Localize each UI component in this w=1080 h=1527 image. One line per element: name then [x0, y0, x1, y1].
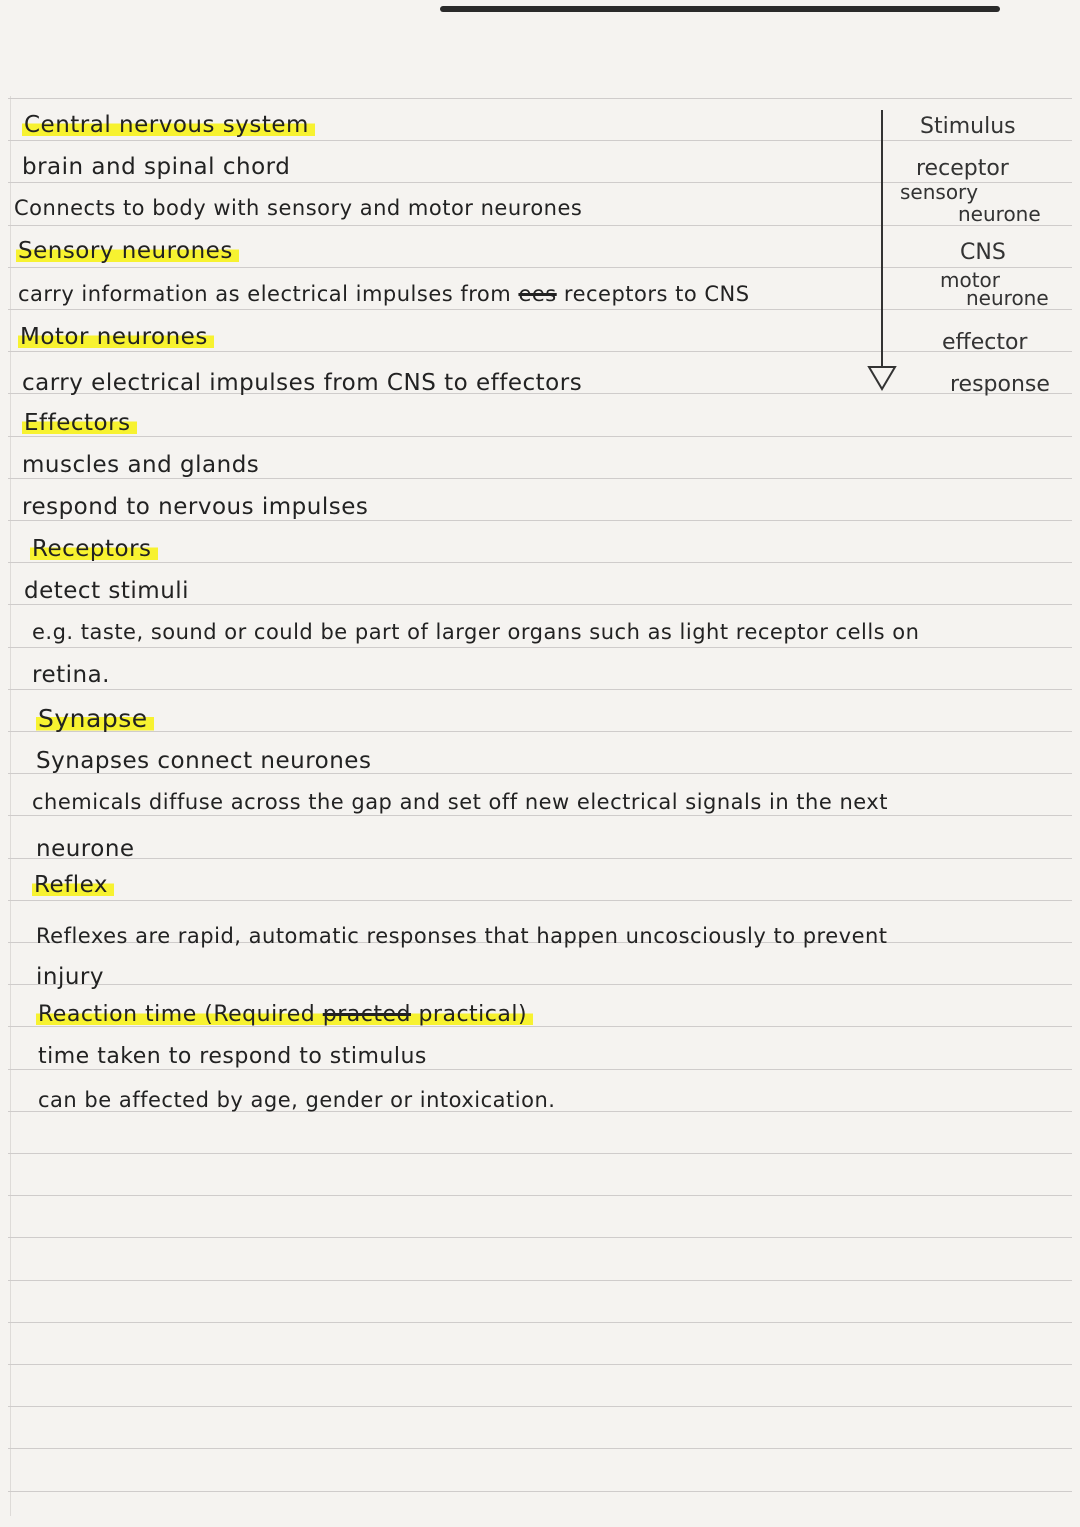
struck-word: ees — [518, 282, 557, 306]
ruled-line — [8, 478, 1072, 479]
flow-step-motor: motor — [940, 268, 1001, 292]
heading-cns: Central nervous system — [22, 112, 315, 138]
motor-line-1: carry electrical impulses from CNS to effectors — [22, 370, 583, 396]
heading-reaction-time: Reaction time (Required practed practical) — [36, 1002, 533, 1027]
ruled-line — [8, 140, 1072, 141]
flow-step-effector: effector — [942, 330, 1028, 355]
flow-arrow-shaft — [881, 110, 883, 368]
reaction-line-2: can be affected by age, gender or intoxication. — [38, 1088, 556, 1112]
ruled-line — [8, 689, 1072, 690]
receptors-line-2: e.g. taste, sound or could be part of larger organs such as light receptor cells on — [32, 620, 920, 644]
ruled-line — [8, 1448, 1072, 1449]
ruled-line — [8, 1322, 1072, 1323]
cns-line-2: Connects to body with sensory and motor neurones — [14, 196, 583, 220]
ruled-line — [8, 267, 1072, 268]
synapse-line-1: Synapses connect neurones — [36, 748, 372, 774]
flow-step-neurone-1: neurone — [958, 202, 1041, 226]
ruled-line — [8, 731, 1072, 732]
ruled-line — [8, 1237, 1072, 1238]
cns-line-1: brain and spinal chord — [22, 154, 291, 180]
flow-arrow-head-icon — [866, 364, 898, 392]
heading-synapse: Synapse — [36, 704, 154, 733]
ruled-line — [8, 604, 1072, 605]
flow-step-stimulus: Stimulus — [920, 114, 1016, 139]
flow-step-cns: CNS — [960, 240, 1006, 265]
ruled-line — [8, 436, 1072, 437]
heading-reflex: Reflex — [32, 872, 114, 898]
ruled-line — [8, 309, 1072, 310]
struck-word: practed — [322, 1002, 411, 1027]
receptors-line-1: detect stimuli — [24, 578, 190, 604]
ruled-line — [8, 1153, 1072, 1154]
ruled-line — [8, 562, 1072, 563]
reaction-line-1: time taken to respond to stimulus — [38, 1044, 427, 1069]
ruled-line — [8, 1491, 1072, 1492]
flow-step-receptor: receptor — [916, 156, 1009, 181]
page-top-edge — [440, 6, 1000, 12]
ruled-line — [8, 984, 1072, 985]
ruled-line — [8, 1195, 1072, 1196]
ruled-line — [8, 520, 1072, 521]
ruled-line — [8, 1069, 1072, 1070]
sensory-line-1: carry information as electrical impulses from ees receptors to CNS — [18, 282, 750, 306]
ruled-line — [8, 225, 1072, 226]
heading-receptors: Receptors — [30, 536, 158, 562]
ruled-line — [8, 1406, 1072, 1407]
flow-step-sensory: sensory — [900, 180, 979, 204]
ruled-line — [8, 98, 1072, 99]
synapse-line-3: neurone — [36, 836, 135, 862]
effectors-line-1: muscles and glands — [22, 452, 260, 478]
ruled-line — [8, 900, 1072, 901]
reflex-line-2: injury — [36, 964, 105, 990]
synapse-line-2: chemicals diffuse across the gap and set off new electrical signals in the next — [32, 790, 888, 814]
heading-motor: Motor neurones — [18, 324, 214, 350]
flow-step-response: response — [950, 372, 1050, 397]
receptors-line-3: retina. — [32, 662, 110, 688]
ruled-line — [8, 1280, 1072, 1281]
reflex-line-1: Reflexes are rapid, automatic responses that happen uncosciously to prevent — [36, 924, 888, 948]
ruled-line — [8, 815, 1072, 816]
ruled-line — [8, 647, 1072, 648]
effectors-line-2: respond to nervous impulses — [22, 494, 369, 520]
heading-sensory: Sensory neurones — [16, 238, 239, 264]
flow-step-neurone-2: neurone — [966, 286, 1049, 310]
ruled-line — [8, 858, 1072, 859]
ruled-line — [8, 1364, 1072, 1365]
ruled-line — [8, 351, 1072, 352]
heading-effectors: Effectors — [22, 410, 137, 436]
